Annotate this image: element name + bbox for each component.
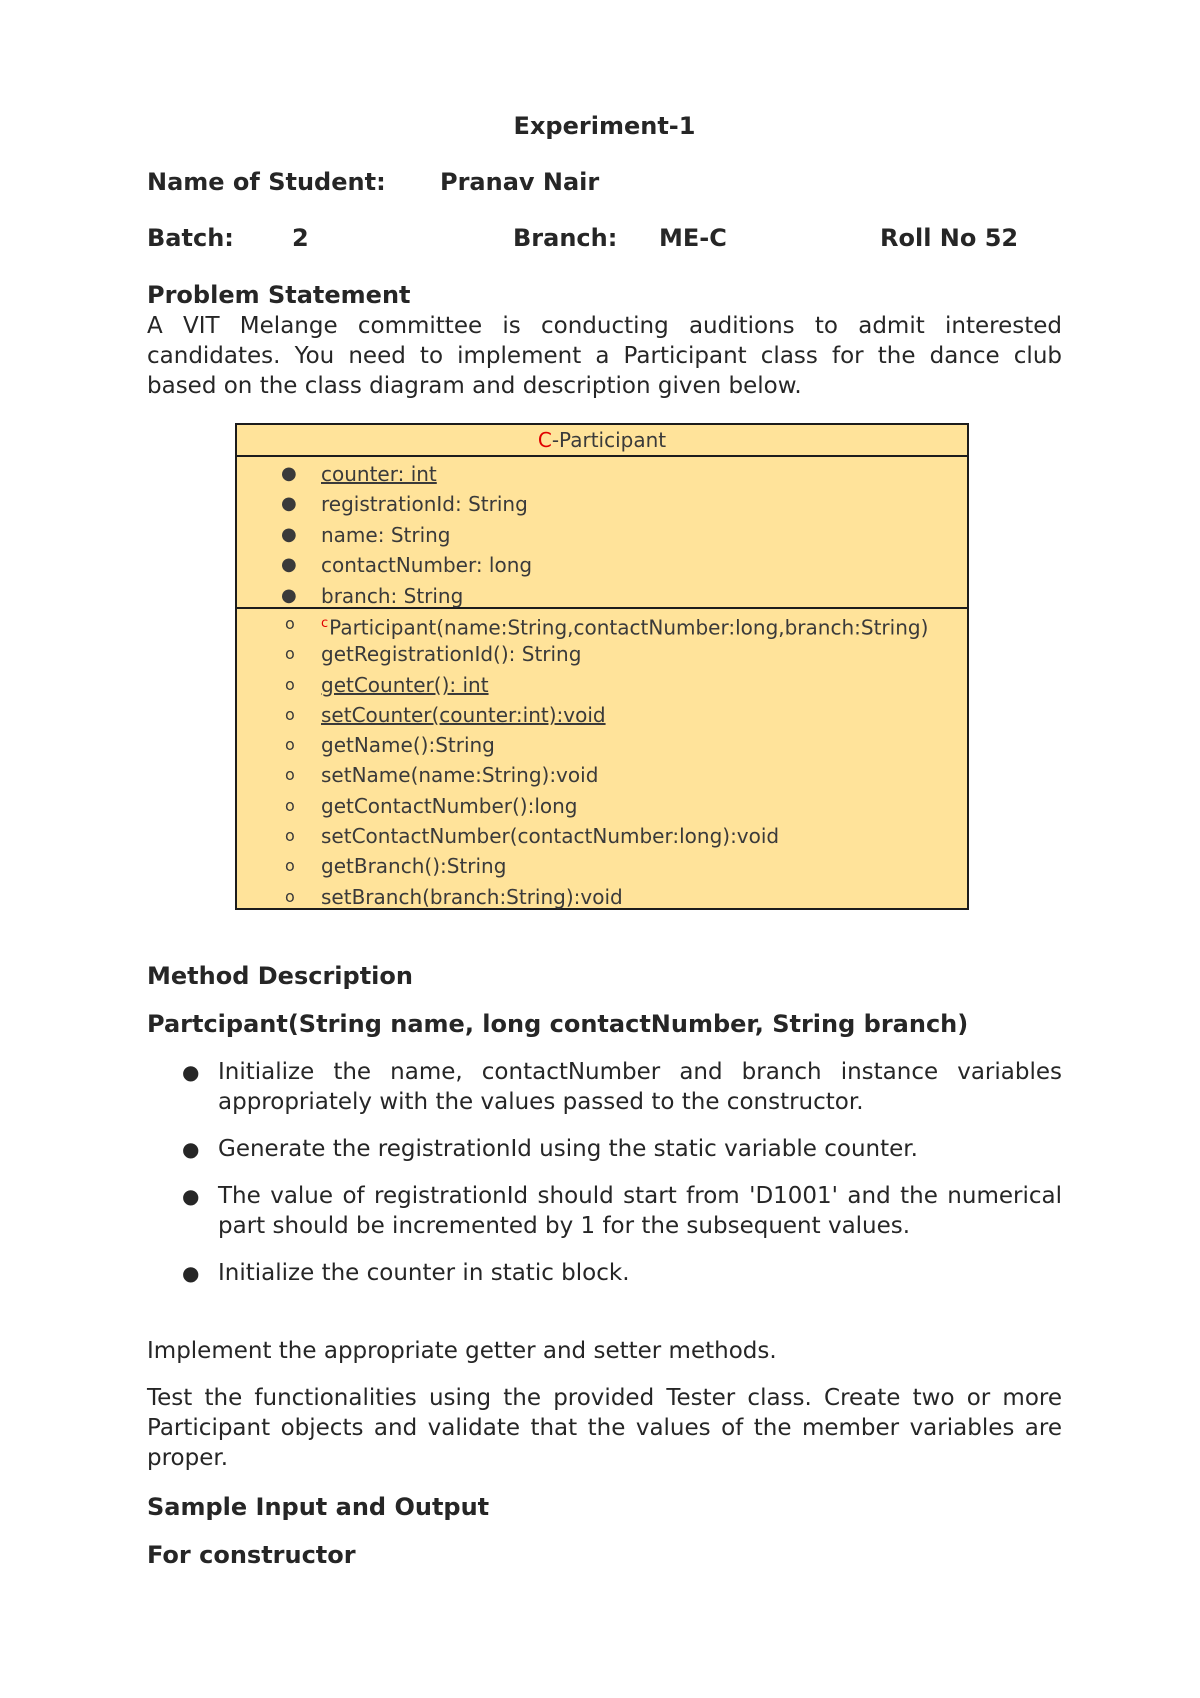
bullet-text: Initialize the name, contactNumber and branch instance variables appropriately with the values passed to the constructor. [218, 1059, 1062, 1115]
operation-item [237, 882, 967, 912]
bullet-icon: ● [182, 1137, 200, 1161]
operation-text: setCounter(counter:int):void [321, 702, 606, 727]
attribute-text: registrationId: String [321, 492, 528, 517]
bullet-icon: ● [182, 1060, 200, 1084]
operation-list [237, 609, 967, 912]
circle-bullet-icon: o [285, 765, 295, 785]
operation-text: Participant(name:String,contactNumber:long,branch:String) [329, 615, 929, 640]
circle-bullet-icon: o [285, 614, 295, 633]
method-bullet-item [147, 1134, 1062, 1164]
operation-text: getCounter(): int [321, 672, 489, 697]
constructor-marker: c [321, 616, 329, 631]
operation-text: setName(name:String):void [321, 763, 599, 788]
class-marker: C [537, 428, 552, 452]
circle-bullet-icon: o [285, 795, 295, 815]
attribute-item [237, 489, 967, 519]
circle-bullet-icon: o [285, 704, 295, 724]
attribute-item [237, 520, 967, 550]
circle-bullet-icon: o [285, 886, 295, 906]
bullet-text: The value of registrationId should start from 'D1001' and the numerical part should be incremented by 1 for the subsequent values. [218, 1183, 1062, 1239]
circle-bullet-icon: o [285, 735, 295, 755]
attribute-list [237, 457, 967, 609]
attribute-item [237, 581, 967, 611]
constructor-subheading: For constructor [147, 1541, 356, 1569]
method-bullet-item [147, 1258, 1062, 1288]
attribute-text: name: String [321, 522, 451, 547]
circle-bullet-icon: o [285, 644, 295, 664]
operation-item [237, 760, 967, 790]
class-name: -Participant [551, 428, 667, 452]
class-diagram-header [237, 425, 967, 457]
bullet-icon: ● [281, 493, 297, 515]
bullet-icon: ● [182, 1184, 200, 1208]
operation-text: getContactNumber():long [321, 793, 578, 818]
student-name-label: Name of Student: [147, 168, 386, 196]
operation-item [237, 730, 967, 760]
operation-item [237, 700, 967, 730]
document-title: Experiment-1 [513, 112, 696, 140]
attribute-item [237, 550, 967, 580]
circle-bullet-icon: o [285, 856, 295, 876]
branch-value: ME-C [659, 224, 727, 252]
problem-statement-heading: Problem Statement [147, 281, 411, 309]
constructor-signature: Partcipant(String name, long contactNumber, String branch) [147, 1010, 969, 1038]
method-description-heading: Method Description [147, 962, 413, 990]
operation-text: getRegistrationId(): String [321, 642, 582, 667]
attribute-text: counter: int [321, 462, 437, 486]
student-name-value: Pranav Nair [440, 168, 600, 196]
bullet-icon: ● [281, 463, 297, 484]
sample-io-heading: Sample Input and Output [147, 1493, 490, 1521]
batch-label: Batch: [147, 224, 234, 252]
implement-text: Implement the appropriate getter and setter methods. [147, 1338, 777, 1364]
attribute-text: contactNumber: long [321, 553, 533, 578]
operation-item [237, 791, 967, 821]
operation-item [237, 821, 967, 851]
bullet-text: Generate the registrationId using the static variable counter. [218, 1136, 918, 1162]
roll-number: Roll No 52 [880, 224, 1019, 252]
operation-text: setContactNumber(contactNumber:long):void [321, 824, 780, 849]
operation-item [237, 639, 967, 669]
branch-label: Branch: [513, 224, 618, 252]
method-bullet-item [147, 1181, 1062, 1241]
bullet-icon: ● [281, 554, 297, 576]
bullet-icon: ● [182, 1261, 200, 1285]
attribute-item [237, 459, 967, 489]
operation-text: setBranch(branch:String):void [321, 884, 623, 909]
bullet-text: Initialize the counter in static block. [218, 1260, 630, 1286]
method-bullet-list [147, 1057, 1062, 1288]
class-diagram [235, 423, 969, 910]
circle-bullet-icon: o [285, 826, 295, 846]
circle-bullet-icon: o [285, 674, 295, 694]
operation-text: getName():String [321, 733, 495, 758]
operation-text: getBranch():String [321, 854, 507, 879]
operation-item [237, 851, 967, 881]
bullet-icon: ● [281, 523, 297, 545]
operation-item [237, 670, 967, 700]
bullet-icon: ● [281, 584, 297, 606]
problem-statement-text: A VIT Melange committee is conducting auditions to admit interested candidates. You need to implement a Participant class for the dance club based on the class diagram and description given below. [147, 313, 1062, 399]
attribute-text: branch: String [321, 583, 464, 608]
batch-value: 2 [292, 224, 309, 252]
operation-item [237, 609, 967, 639]
test-text: Test the functionalities using the provided Tester class. Create two or more Participant objects and validate that the values of the member variables are proper. [147, 1385, 1062, 1471]
method-bullet-item [147, 1057, 1062, 1117]
